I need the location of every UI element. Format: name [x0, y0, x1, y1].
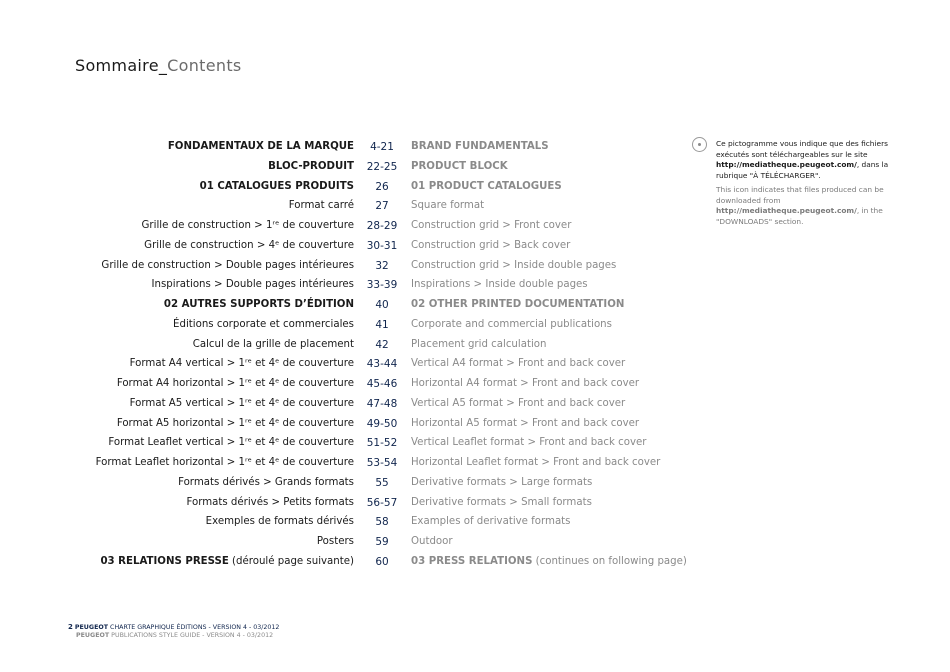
toc-row[interactable] [0, 157, 700, 177]
toc-page-number[interactable]: 49-50 [366, 417, 398, 430]
toc-title-english: Square format [411, 200, 485, 212]
toc-page-number[interactable]: 59 [375, 536, 389, 548]
toc-title-english: Construction grid > Back cover [411, 239, 571, 251]
toc-title-french: Format A5 vertical > 1ʳᵉ et 4ᵉ de couverture [129, 397, 354, 409]
toc-title-english: 03 PRESS RELATIONS (continues on following page) [411, 555, 687, 567]
toc-title-french: Format A5 horizontal > 1ʳᵉ et 4ᵉ de couverture [116, 417, 354, 429]
toc-title-english: Construction grid > Inside double pages [411, 259, 617, 271]
toc-title-french: 02 AUTRES SUPPORTS D’ÉDITION [163, 299, 354, 310]
download-url-en[interactable]: http://mediatheque.peugeot.com/ [716, 206, 857, 215]
toc-title-french: Posters [316, 536, 354, 547]
toc-row[interactable] [0, 196, 700, 216]
toc-title-french: Exemples de formats dérivés [205, 516, 354, 528]
toc-row[interactable] [0, 177, 700, 197]
toc-page-number[interactable]: 28-29 [366, 220, 398, 232]
toc-page-number[interactable]: 4-21 [370, 141, 394, 153]
toc-page-number[interactable]: 47-48 [366, 397, 398, 410]
toc-title-french: Formats dérivés > Grands formats [178, 476, 354, 488]
toc-page-number[interactable]: 51-52 [366, 437, 398, 450]
toc-title-french: Grille de construction > 1ʳᵉ de couverture [141, 220, 354, 231]
toc-page-number[interactable]: 58 [375, 516, 389, 529]
toc-title-english: Derivative formats > Small formats [411, 496, 592, 508]
footer-line-english: PUBLICATIONS STYLE GUIDE - VERSION 4 - 03/2012 [109, 631, 274, 639]
toc-row[interactable] [0, 315, 700, 335]
toc-row[interactable] [0, 394, 700, 414]
toc-row[interactable] [0, 512, 700, 532]
toc-title-english: Placement grid calculation [411, 338, 547, 350]
toc-title-english: Inspirations > Inside double pages [411, 279, 588, 291]
toc-page-number[interactable]: 33-39 [366, 279, 398, 292]
toc-title-english: Examples of derivative formats [411, 516, 571, 528]
toc-title-english: Construction grid > Front cover [411, 220, 572, 231]
toc-row[interactable] [0, 453, 700, 473]
toc-row[interactable] [0, 532, 700, 552]
download-icon [692, 137, 707, 152]
toc-page-number[interactable]: 60 [375, 555, 389, 568]
toc-title-french: Éditions corporate et commerciales [173, 318, 354, 330]
toc-page-number[interactable]: 45-46 [366, 378, 398, 390]
toc-page-number[interactable]: 55 [375, 476, 389, 489]
toc-title-english: Vertical Leaflet format > Front and back cover [411, 437, 647, 449]
toc-row[interactable] [0, 137, 700, 157]
toc-title-french: Grille de construction > Double pages intérieures [101, 259, 354, 271]
download-info-english: This icon indicates that files produced can be downloaded from http://mediatheque.peugeot.com/, in the "DOWNLOADS" section. [716, 185, 884, 226]
toc-title-french: BLOC-PRODUIT [268, 160, 354, 172]
toc-row[interactable] [0, 275, 700, 295]
footer-brand: PEUGEOT [74, 624, 109, 631]
toc-title-french: Calcul de la grille de placement [192, 338, 354, 350]
toc-title-english: Outdoor [411, 536, 453, 547]
page-number: 2 [68, 623, 73, 631]
toc-title-english: Vertical A4 format > Front and back cover [411, 358, 626, 370]
toc-title-french: 03 RELATIONS PRESSE (déroulé page suivante) [100, 555, 354, 567]
toc-title-french: Grille de construction > 4ᵉ de couverture [144, 239, 354, 251]
toc-page-number[interactable]: 32 [375, 259, 389, 272]
toc-page-number[interactable]: 42 [375, 338, 389, 351]
toc-title-french: Inspirations > Double pages intérieures [151, 279, 354, 291]
toc-title-english: Corporate and commercial publications [411, 318, 612, 330]
toc-title-english: 01 PRODUCT CATALOGUES [411, 180, 562, 192]
footer-brand-en: PEUGEOT [76, 631, 110, 639]
toc-title-french: Format carré [288, 200, 354, 212]
toc-title-english: Horizontal Leaflet format > Front and back cover [411, 457, 661, 468]
toc-row[interactable] [0, 473, 700, 493]
toc-title-french: Format Leaflet horizontal > 1ʳᵉ et 4ᵉ de couverture [95, 457, 354, 468]
toc-title-french: Format A4 vertical > 1ʳᵉ et 4ᵉ de couverture [129, 358, 354, 370]
toc-title-english: 02 OTHER PRINTED DOCUMENTATION [411, 299, 625, 310]
toc-row[interactable] [0, 216, 700, 236]
toc-title-french: 01 CATALOGUES PRODUITS [199, 180, 354, 192]
toc-page-number[interactable]: 22-25 [366, 160, 398, 173]
download-info-french: Ce pictogramme vous indique que des fichiers exécutés sont téléchargeables sur le site http://mediatheque.peugeot.com/, dans la rubrique "À TÉLÉCHARGER". [716, 139, 889, 180]
toc-title-english: Derivative formats > Large formats [411, 476, 593, 488]
toc-title-english: PRODUCT BLOCK [411, 160, 508, 172]
page-title [75, 56, 242, 75]
toc-row[interactable] [0, 414, 700, 434]
toc-row[interactable] [0, 295, 700, 315]
footer-line-french: CHARTE GRAPHIQUE ÉDITIONS - VERSION 4 - 03/2012 [108, 624, 280, 631]
toc-page-number[interactable]: 26 [375, 180, 389, 193]
toc-page-number[interactable]: 43-44 [366, 358, 398, 371]
toc-title-french: Format Leaflet vertical > 1ʳᵉ et 4ᵉ de couverture [108, 437, 354, 449]
toc-page-number[interactable]: 30-31 [366, 239, 398, 252]
toc-page-number[interactable]: 53-54 [366, 457, 398, 469]
toc-page-number[interactable]: 56-57 [366, 496, 398, 509]
footer [68, 624, 279, 639]
toc-row[interactable] [0, 493, 700, 513]
toc-title-english: BRAND FUNDAMENTALS [411, 141, 549, 152]
toc-row[interactable] [0, 354, 700, 374]
toc-page-number[interactable]: 40 [375, 299, 389, 311]
title-separator: _ [158, 56, 168, 75]
toc-row[interactable] [0, 335, 700, 355]
toc-title-french: Format A4 horizontal > 1ʳᵉ et 4ᵉ de couverture [116, 378, 354, 389]
toc-title-french: Formats dérivés > Petits formats [186, 496, 354, 508]
toc-page-number[interactable]: 27 [375, 200, 389, 213]
toc-row[interactable] [0, 256, 700, 276]
toc-row[interactable] [0, 236, 700, 256]
toc-row[interactable] [0, 374, 700, 394]
toc-row[interactable] [0, 433, 700, 453]
toc-row[interactable] [0, 552, 700, 572]
title-english: Contents [167, 56, 242, 75]
toc-title-english: Horizontal A4 format > Front and back cover [411, 378, 640, 389]
download-url-fr[interactable]: http://mediatheque.peugeot.com/ [716, 160, 857, 169]
toc-title-french: FONDAMENTAUX DE LA MARQUE [167, 141, 354, 152]
toc-title-english: Vertical A5 format > Front and back cover [411, 397, 626, 409]
title-french: Sommaire [75, 56, 159, 75]
toc-title-english: Horizontal A5 format > Front and back cover [411, 417, 640, 429]
toc-page-number[interactable]: 41 [375, 318, 389, 331]
